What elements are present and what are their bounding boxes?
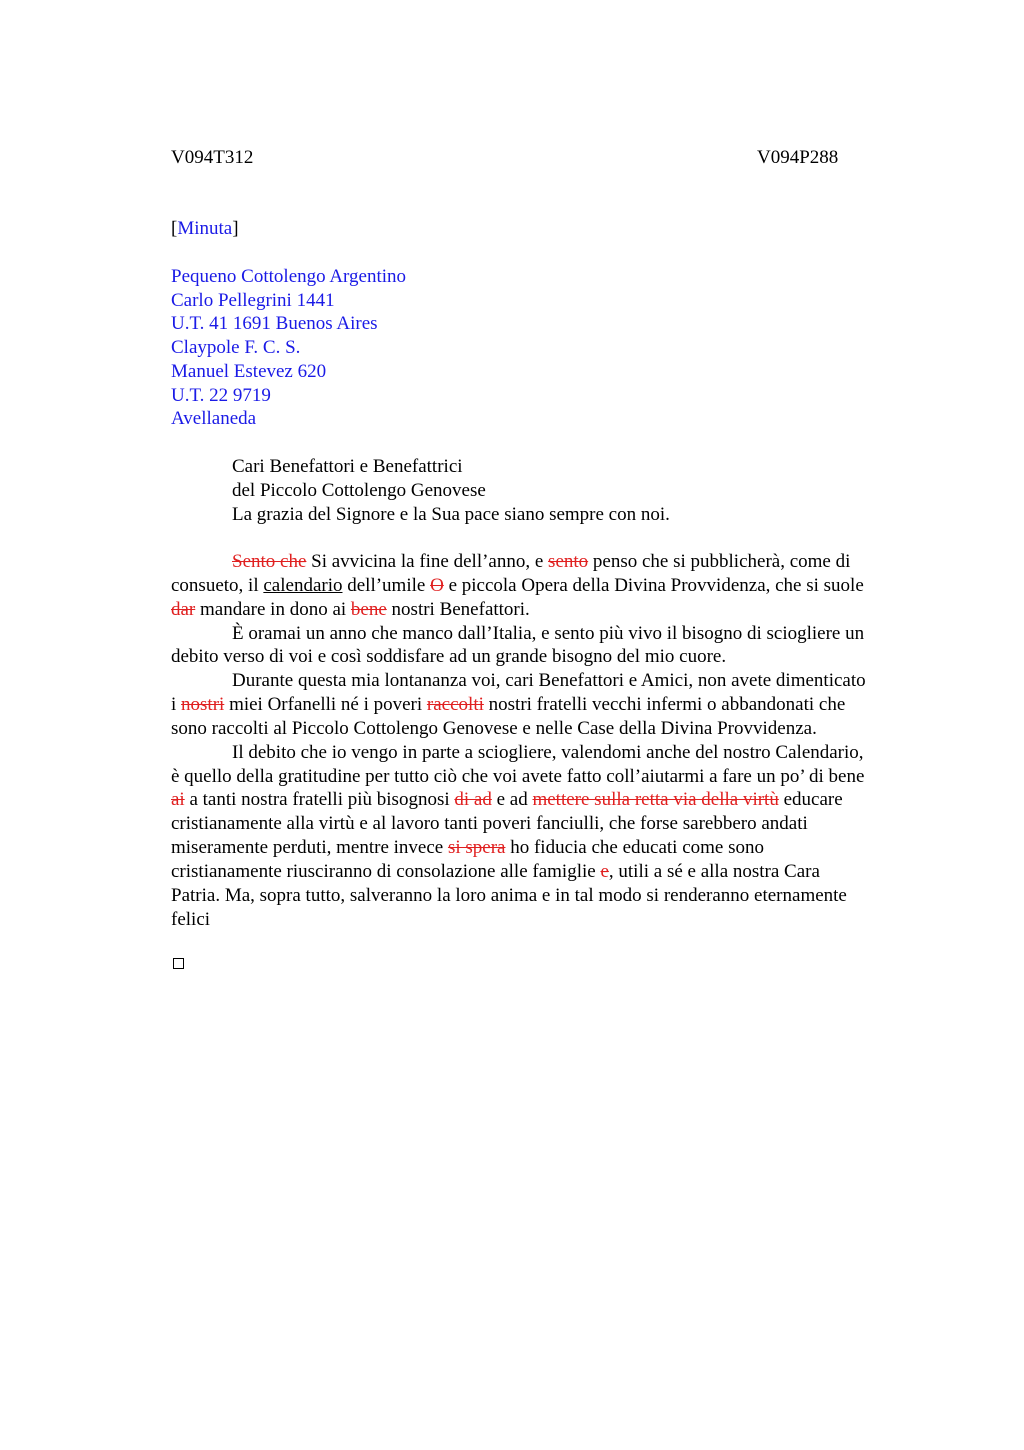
- deleted-text: si spera: [447, 837, 506, 859]
- paragraph-line: cristianamente alla virtù e al lavoro tanti poveri fanciulli, che forse sarebbero andati: [171, 813, 808, 835]
- text-run: e piccola Opera della Divina Provvidenza, che si suole: [443, 574, 864, 596]
- deleted-text: e: [600, 860, 609, 882]
- paragraph-line: [171, 693, 931, 717]
- text-run: nostri Benefattori.: [386, 598, 530, 620]
- text-run: cristianamente riusciranno di consolazione alle famiglie: [171, 860, 601, 882]
- address-line: Avellaneda: [171, 408, 257, 430]
- deleted-text: mettere sulla retta via della virtù: [532, 789, 779, 811]
- paragraph-line: [171, 788, 931, 812]
- document-code-right: V094P288: [757, 147, 839, 168]
- address-line: U.T. 22 9719: [171, 384, 271, 406]
- text-run: dell’umile: [342, 574, 431, 596]
- text-run: Si avvicina la fine dell’anno, e: [306, 551, 549, 572]
- document-code-left: V094T312: [171, 147, 254, 168]
- deleted-text: di ad: [454, 789, 492, 811]
- paragraph-line: [171, 550, 931, 574]
- text-run: miseramente perduti, mentre invece: [171, 837, 448, 859]
- deleted-text: O: [430, 574, 444, 596]
- address-line: Manuel Estevez 620: [171, 360, 327, 382]
- minuta-text: Minuta: [177, 218, 233, 239]
- paragraph-line: debito verso di voi e così soddisfare ad un grande bisogno del mio cuore.: [171, 646, 727, 668]
- text-run: Durante questa mia lontananza voi, cari Benefattori e Amici, non avete dimenticato: [232, 670, 866, 692]
- paragraph-line: [171, 836, 931, 860]
- deleted-text: ai: [171, 789, 185, 811]
- text-run: mandare in dono ai: [195, 598, 351, 620]
- deleted-text: Sento che: [232, 551, 307, 572]
- text-run: nostri fratelli vecchi infermi o abbandonati che: [483, 694, 846, 716]
- paragraph-line: sono raccolti al Piccolo Cottolengo Genovese e nelle Case della Divina Provvidenza.: [171, 717, 817, 739]
- text-run: miei Orfanelli né i poveri: [224, 694, 427, 716]
- deleted-text: bene: [350, 598, 387, 620]
- text-run: penso che si pubblicherà, come di: [588, 551, 851, 572]
- paragraph-line: [171, 622, 931, 646]
- letter-body: [171, 550, 931, 932]
- text-run: , utili a sé e alla nostra Cara: [608, 860, 820, 882]
- deleted-text: dar: [171, 598, 196, 620]
- checkbox-square-icon: [173, 958, 184, 969]
- paragraph-line: [171, 669, 931, 693]
- paragraph-line: [171, 741, 931, 765]
- address-line: Carlo Pellegrini 1441: [171, 289, 335, 311]
- underlined-text: calendario: [263, 574, 343, 596]
- salutation-line: Cari Benefattori e Benefattrici: [232, 456, 463, 477]
- text-run: a tanti nostra fratelli più bisognosi: [184, 789, 455, 811]
- address-line: U.T. 41 1691 Buenos Aires: [171, 313, 378, 335]
- address-line: Pequeno Cottolengo Argentino: [171, 266, 407, 287]
- deleted-text: nostri: [181, 694, 225, 716]
- bracket-open: [: [171, 218, 178, 239]
- paragraph-line: [171, 574, 931, 598]
- text-run: i: [171, 694, 182, 716]
- text-run: e ad: [491, 789, 533, 811]
- deleted-text: sento: [548, 551, 589, 572]
- paragraph-line: è quello della gratitudine per tutto ciò che voi avete fatto coll’aiutarmi a fare un po’ di bene: [171, 765, 865, 787]
- text-run: Il debito che io vengo in parte a sciogliere, valendomi anche del nostro Calendario,: [232, 741, 864, 763]
- address-line: Claypole F. C. S.: [171, 337, 301, 359]
- address-block: [171, 265, 406, 431]
- paragraph-line: [171, 598, 931, 622]
- salutation-line: del Piccolo Cottolengo Genovese: [232, 480, 486, 501]
- deleted-text: raccolti: [426, 694, 484, 716]
- minuta-label: [171, 217, 239, 241]
- text-run: È oramai un anno che manco dall’Italia, e sento più vivo il bisogno di sciogliere un: [232, 622, 865, 644]
- text-run: educare: [778, 789, 843, 811]
- salutation-block: [232, 455, 670, 527]
- paragraph-line: Patria. Ma, sopra tutto, salveranno la loro anima e in tal modo si renderanno eternamente: [171, 884, 847, 906]
- paragraph-line: [171, 860, 931, 884]
- text-run: consueto, il: [171, 574, 264, 596]
- bracket-close: ]: [232, 218, 239, 239]
- text-run: ho fiducia che educati come sono: [505, 837, 764, 859]
- paragraph-line: felici: [171, 908, 211, 930]
- salutation-line: La grazia del Signore e la Sua pace siano sempre con noi.: [232, 504, 670, 525]
